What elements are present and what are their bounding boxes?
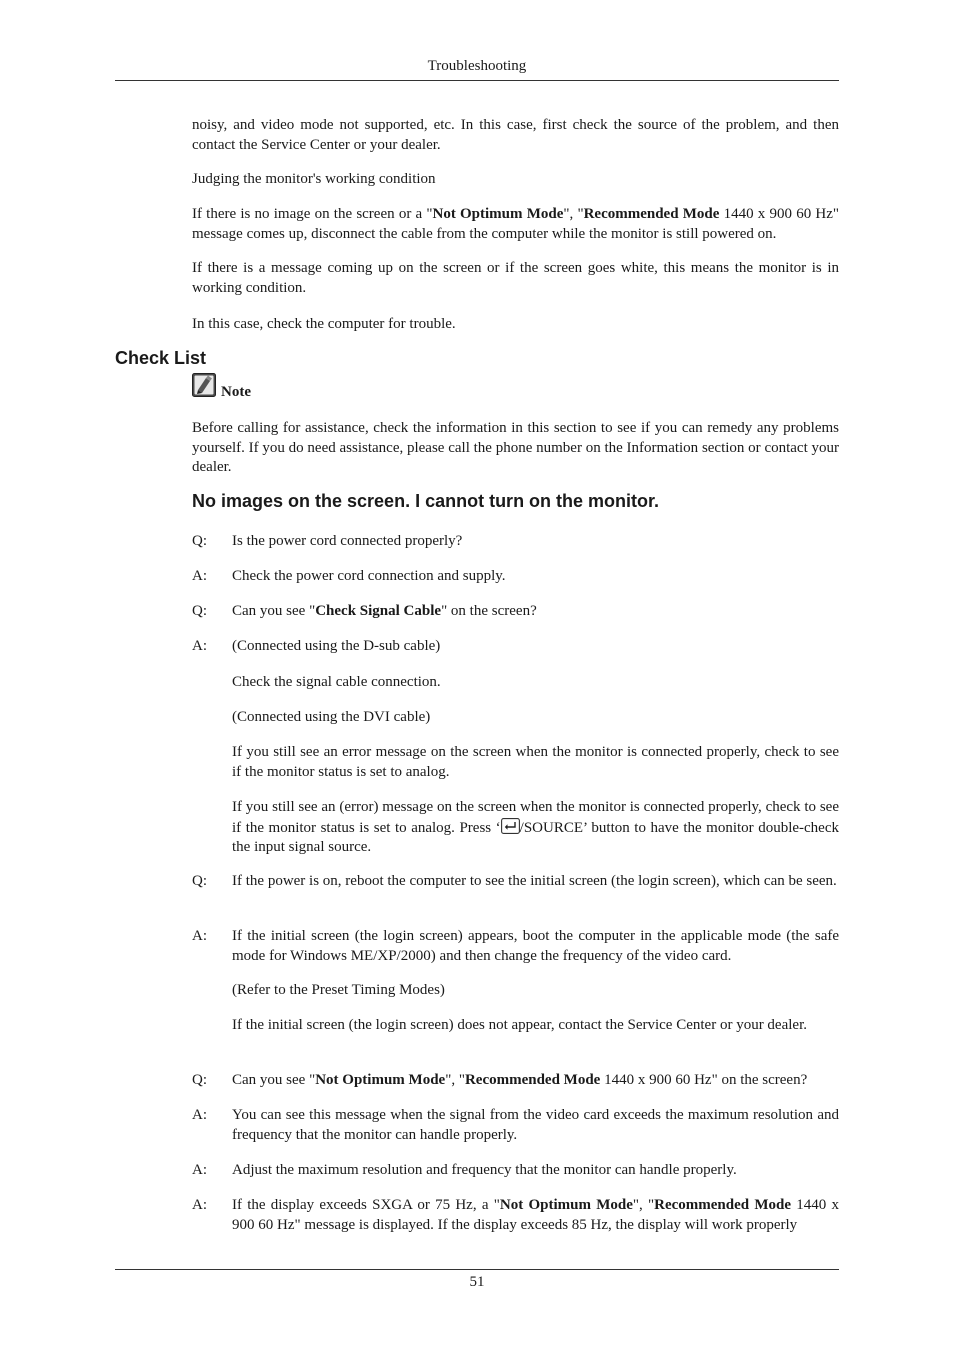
a-label: A: bbox=[192, 1107, 207, 1123]
note-pencil-icon bbox=[192, 373, 216, 397]
answer-text: If the initial screen (the login screen) appears, boot the computer in the applicable mode (the safe mode for Windows ME/XP/2000) and then change the frequency of the video card. bbox=[232, 928, 839, 964]
intro-paragraph: noisy, and video mode not supported, etc. In this case, first check the source of the problem, and then contact the Service Center or your dealer. bbox=[192, 117, 839, 153]
note-text: Before calling for assistance, check the information in this section to see if you can remedy any problems yourself. If you do need assistance, please call the phone number on the Information section or contact your dealer. bbox=[192, 420, 839, 475]
answer-text: Adjust the maximum resolution and frequency that the monitor can handle properly. bbox=[232, 1162, 737, 1178]
section-heading: No images on the screen. I cannot turn on the monitor. bbox=[192, 491, 660, 511]
question-item bbox=[192, 602, 839, 622]
enter-key-icon bbox=[501, 818, 520, 834]
question-item bbox=[192, 872, 839, 892]
answer-continuation: Check the signal cable connection. bbox=[232, 674, 441, 690]
note-label: Note bbox=[221, 384, 251, 400]
answer-text: If the display exceeds SXGA or 75 Hz, a "Not Optimum Mode", "Recommended Mode 1440 x 900 60 Hz" message is displayed. If the display exceeds 85 Hz, the display will work properly bbox=[232, 1197, 839, 1233]
answer-continuation: (Connected using the DVI cable) bbox=[232, 709, 431, 725]
answer-item bbox=[192, 567, 839, 587]
answer-item bbox=[192, 1196, 839, 1235]
running-header: Troubleshooting bbox=[427, 58, 527, 74]
intro-paragraph: If there is no image on the screen or a "Not Optimum Mode", "Recommended Mode 1440 x 900 60 Hz" message comes up, disconnect the cable from the computer while the monitor is still powered on. bbox=[192, 206, 840, 242]
answer-text: (Connected using the D-sub cable) bbox=[232, 638, 441, 654]
answer-item bbox=[192, 1106, 839, 1145]
answer-continuation: (Refer to the Preset Timing Modes) bbox=[232, 982, 445, 998]
page-number: 51 bbox=[469, 1274, 485, 1290]
q-label: Q: bbox=[192, 533, 207, 549]
a-label: A: bbox=[192, 568, 207, 584]
question-text: Can you see "Check Signal Cable" on the screen? bbox=[232, 603, 537, 619]
question-text: Is the power cord connected properly? bbox=[232, 533, 463, 549]
a-label: A: bbox=[192, 638, 207, 654]
answer-continuation: If you still see an (error) message on the screen when the monitor is connected properly, check to see if the monitor status is set to analog. Press ‘ /SOURCE’ button to have the monitor double-check the input signal source. bbox=[232, 799, 839, 855]
footer-rule bbox=[115, 1269, 839, 1270]
answer-item bbox=[192, 637, 839, 657]
answer-text: You can see this message when the signal from the video card exceeds the maximum resolution and frequency that the monitor can handle properly. bbox=[232, 1107, 839, 1143]
question-text: Can you see "Not Optimum Mode", "Recommended Mode 1440 x 900 60 Hz" on the screen? bbox=[232, 1072, 808, 1088]
intro-paragraph: In this case, check the computer for trouble. bbox=[192, 316, 456, 332]
q-label: Q: bbox=[192, 873, 207, 889]
q-label: Q: bbox=[192, 1072, 207, 1088]
answer-text: Check the power cord connection and supply. bbox=[232, 568, 506, 584]
header-rule bbox=[115, 80, 839, 81]
check-list-heading: Check List bbox=[115, 348, 207, 368]
answer-continuation: If you still see an error message on the screen when the monitor is connected properly, check to see if the monitor status is set to analog. bbox=[232, 744, 839, 780]
intro-subheading: Judging the monitor's working condition bbox=[192, 171, 436, 187]
question-item bbox=[192, 532, 839, 552]
answer-item bbox=[192, 927, 839, 966]
answer-item bbox=[192, 1161, 839, 1181]
a-label: A: bbox=[192, 928, 207, 944]
intro-paragraph: If there is a message coming up on the screen or if the screen goes white, this means the monitor is in working condition. bbox=[192, 260, 839, 296]
q-label: Q: bbox=[192, 603, 207, 619]
answer-continuation: If the initial screen (the login screen) does not appear, contact the Service Center or your dealer. bbox=[232, 1017, 807, 1033]
question-item bbox=[192, 1071, 839, 1091]
a-label: A: bbox=[192, 1197, 207, 1213]
a-label: A: bbox=[192, 1162, 207, 1178]
question-text: If the power is on, reboot the computer to see the initial screen (the login screen), which can be seen. bbox=[232, 873, 837, 889]
